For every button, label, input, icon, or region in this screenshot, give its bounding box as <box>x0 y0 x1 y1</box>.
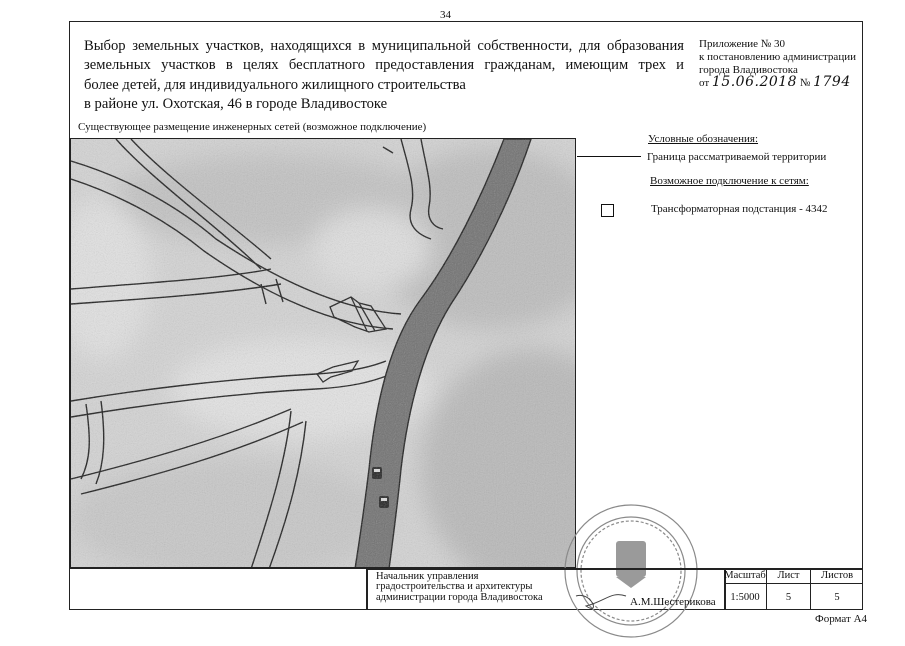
handwritten-date: 15.06.2018 <box>711 74 798 91</box>
title-block-header-rule <box>724 583 863 584</box>
page-number: 34 <box>440 9 451 21</box>
map-image <box>71 139 576 568</box>
legend-connection-title: Возможное подключение к сетям: <box>650 175 809 187</box>
legend-title: Условные обозначения: <box>648 133 759 145</box>
print-grain <box>71 139 576 568</box>
appendix-line-3: города Владивостока <box>699 63 798 76</box>
sheets-header: Листов <box>820 570 854 581</box>
scale-value: 1:5000 <box>730 592 760 603</box>
date-prefix: от <box>699 77 710 90</box>
transformer-square-symbol <box>601 204 614 217</box>
scale-header: Масштаб <box>724 570 766 581</box>
sheet-header: Лист <box>777 570 800 581</box>
format-label: Формат А4 <box>815 613 868 625</box>
official-line-2: градостроительства и архитектуры <box>376 581 533 593</box>
title-line-1: Выбор земельных участков, находящихся в муниципальной собственности, для образования <box>84 38 684 54</box>
appendix-line-2: к постановлению администрации <box>699 50 856 63</box>
official-line-1: Начальник управления <box>376 571 479 582</box>
official-line-3: администрации города Владивостока <box>376 591 543 603</box>
title-line-3: более детей, для индивидуального жилищного строительства <box>84 76 466 93</box>
legend-boundary-label: Граница рассматриваемой территории <box>647 151 827 163</box>
official-seal <box>556 496 706 646</box>
map-area <box>70 138 576 568</box>
boundary-line-symbol <box>577 156 641 157</box>
official-position <box>376 572 566 603</box>
sheets-value: 5 <box>834 592 840 603</box>
sheet-value: 5 <box>785 592 792 603</box>
appendix-date-row <box>699 76 859 90</box>
appendix-reference <box>699 38 859 90</box>
title-block-left-rule <box>70 568 366 569</box>
title-line-2: земельных участков в целях бесплатного предоставления гражданам, имеющим трех и <box>84 57 684 74</box>
official-name: А.М.Шестерикова <box>630 596 716 608</box>
title-line-4: в районе ул. Охотская, 46 в городе Владивостоке <box>84 95 388 112</box>
title-block-divider-1 <box>366 568 368 610</box>
map-subheading: Существующее размещение инженерных сетей (возможное подключение) <box>78 121 427 133</box>
appendix-line-1: Приложение № 30 <box>699 38 786 50</box>
document-title <box>84 37 684 114</box>
legend-transformer-label: Трансформаторная подстанция - 4342 <box>651 203 828 215</box>
handwritten-number: 1794 <box>813 74 851 91</box>
number-prefix: № <box>799 77 811 90</box>
